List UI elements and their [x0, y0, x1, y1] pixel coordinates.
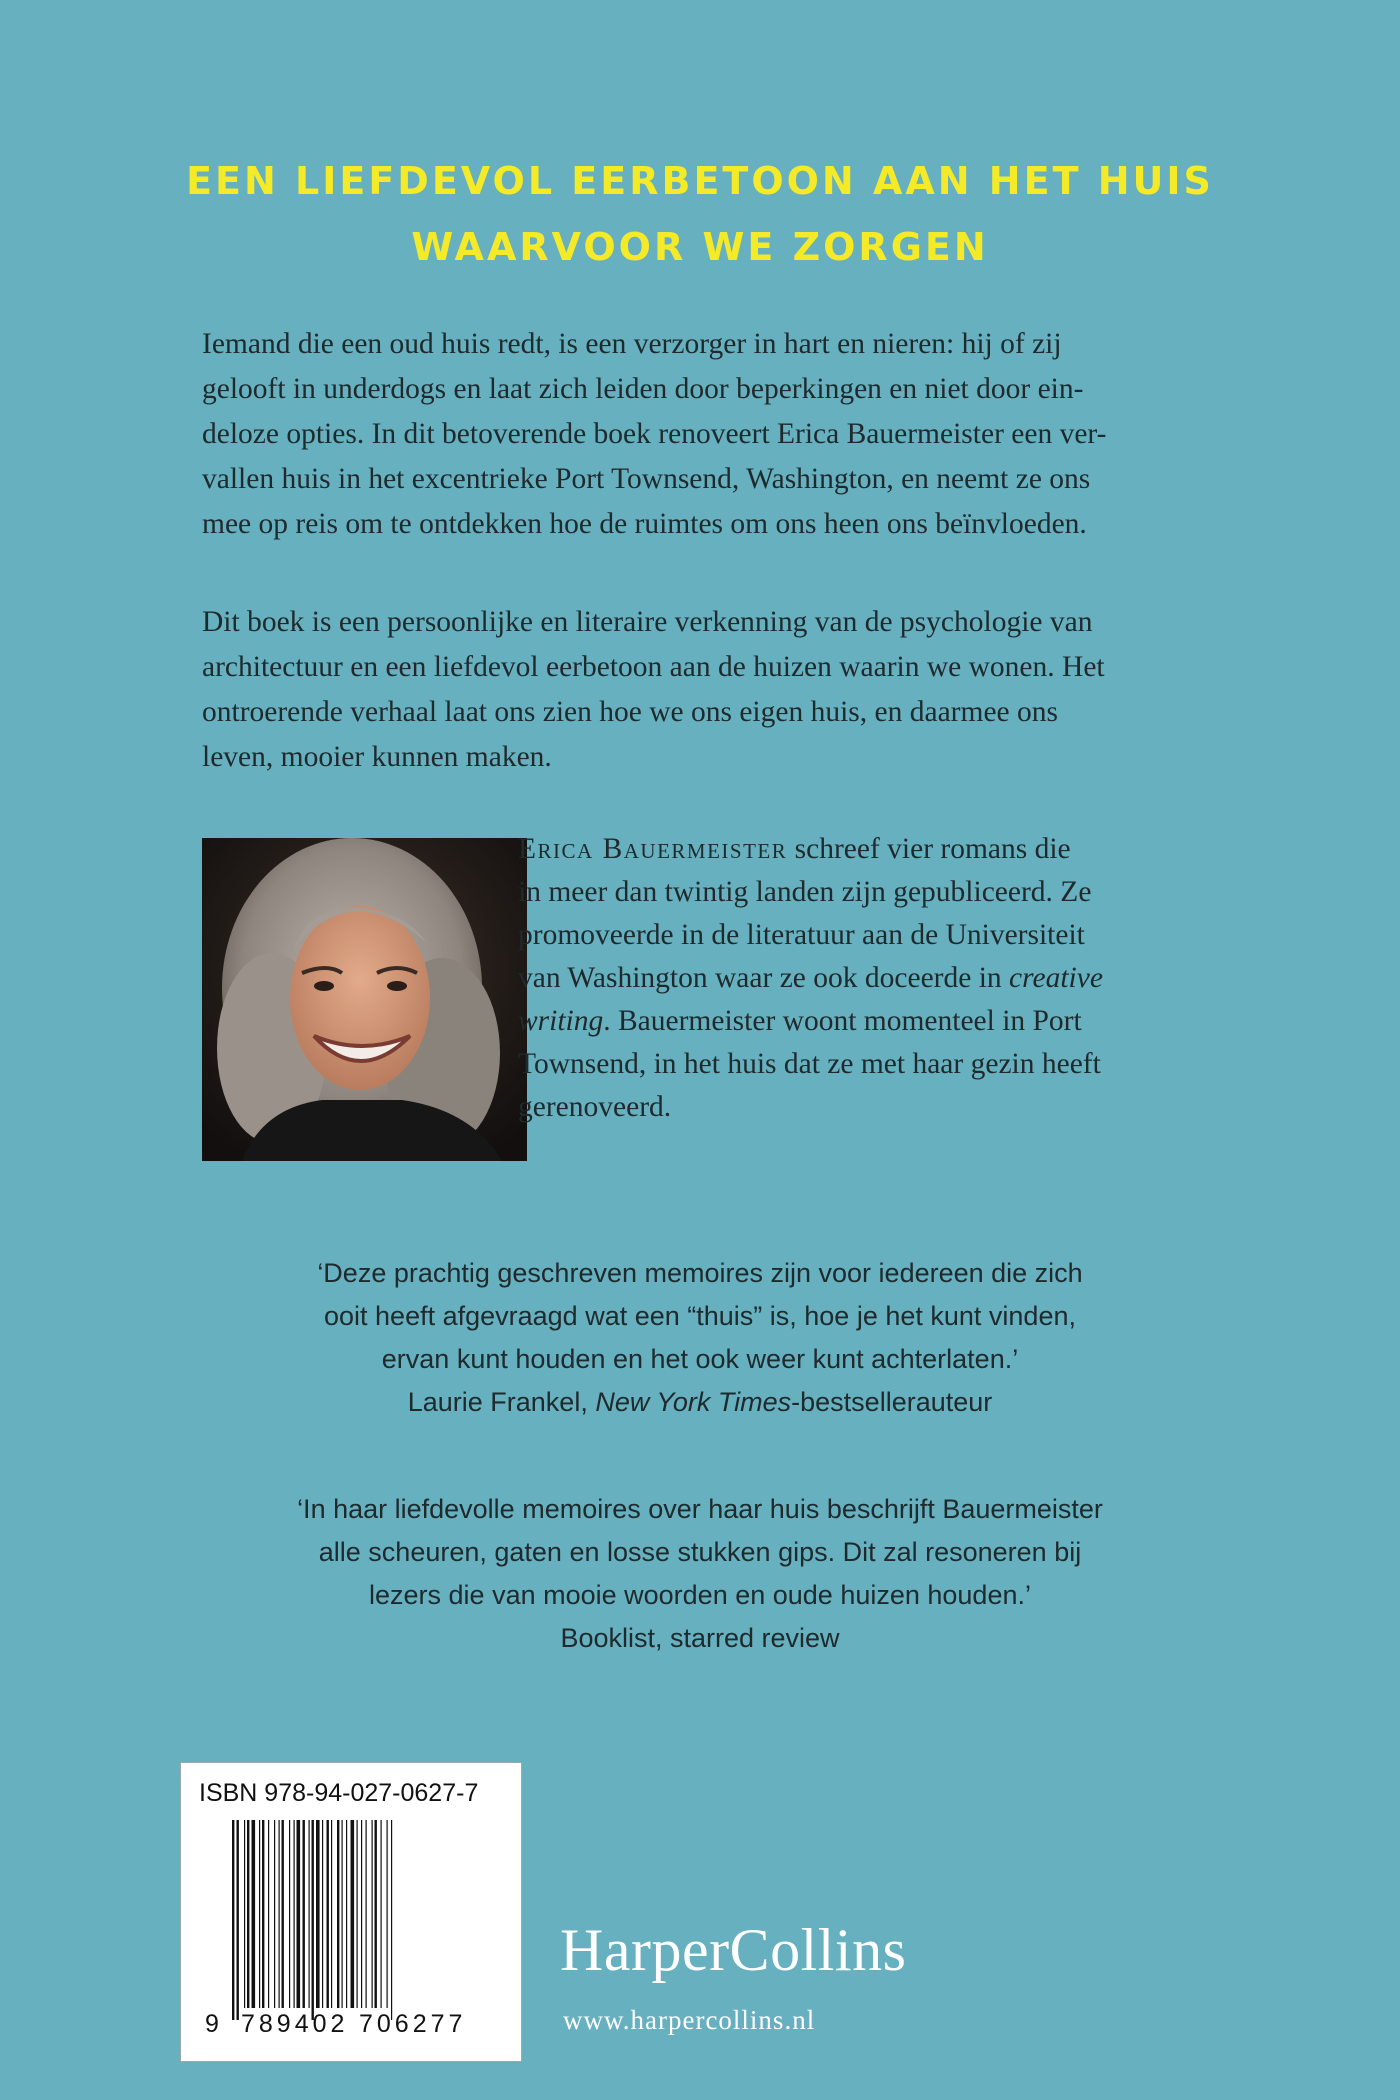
bio-line	[518, 828, 1200, 871]
barcode-bar	[387, 1820, 388, 2008]
barcode-bar	[381, 1820, 382, 2008]
author-photo	[202, 838, 527, 1161]
barcode-bar	[262, 1820, 264, 2008]
description-paragraph-1	[202, 322, 1198, 547]
barcode-digit-first: 9	[205, 2010, 219, 2038]
bio-italic-text: creative	[1009, 962, 1103, 994]
quote-line: ooit heeft afgevraagd wat een “thuis” is, hoe je het kunt vinden,	[324, 1301, 1076, 1331]
back-cover-headline	[0, 148, 1400, 280]
review-quote-1	[0, 1252, 1400, 1424]
barcode-bar	[361, 1820, 362, 2008]
quote-line: lezers die van mooie woorden en oude huizen houden.’	[369, 1580, 1031, 1610]
barcode-bar	[303, 1820, 305, 2008]
barcode-bar	[342, 1820, 343, 2008]
barcode-bar	[372, 1820, 373, 2008]
author-portrait-illustration	[202, 838, 527, 1161]
barcode-bar	[309, 1820, 310, 2008]
barcode-bar	[237, 1820, 239, 2020]
bio-line: gerenoveerd.	[518, 1091, 672, 1123]
author-name: Erica Bauermeister	[518, 833, 788, 865]
isbn-barcode	[180, 1762, 522, 2062]
barcode-bar	[247, 1820, 249, 2008]
headline-line-2: WAARVOOR WE ZORGEN	[411, 225, 989, 269]
text-line: vallen huis in het excentrieke Port Townsend, Washington, en neemt ze ons	[202, 463, 1091, 495]
text-line: gelooft in underdogs en laat zich leiden door beperkingen en niet door ein-	[202, 373, 1084, 405]
barcode-bar	[259, 1820, 260, 2008]
barcode-bar	[322, 1820, 323, 2008]
bio-text: . Bauermeister woont momenteel in Port	[603, 1005, 1082, 1037]
quote-line: ‘In haar liefdevolle memoires over haar huis beschrijft Bauermeister	[297, 1494, 1103, 1524]
barcode-digits-left: 789402	[241, 2010, 349, 2038]
headline-line-1: EEN LIEFDEVOL EERBETOON AAN HET HUIS	[186, 159, 1214, 203]
bio-line: Townsend, in het huis dat ze met haar gezin heeft	[518, 1048, 1101, 1080]
source-rest: -bestsellerauteur	[791, 1387, 993, 1417]
barcode-bar	[312, 1820, 314, 2020]
bio-italic-text: writing	[518, 1005, 604, 1037]
barcode-bar	[244, 1820, 245, 2008]
description-paragraph-2	[202, 600, 1198, 780]
bio-line: in meer dan twintig landen zijn gepubliceerd. Ze	[518, 876, 1092, 908]
quote-source	[0, 1381, 1400, 1424]
text-line: architectuur en een liefdevol eerbetoon aan de huizen waarin we wonen. Het	[202, 651, 1105, 683]
barcode-bar	[289, 1820, 290, 2008]
text-line: deloze opties. In dit betoverende boek renoveert Erica Bauermeister een ver-	[202, 418, 1107, 450]
bio-line	[518, 957, 1200, 1000]
quote-line: ‘Deze prachtig geschreven memoires zijn voor iedereen die zich	[317, 1258, 1083, 1288]
publisher-logo: HarperCollins	[560, 1917, 907, 1983]
barcode-bar	[316, 1820, 320, 2008]
barcode-bar	[297, 1820, 301, 2008]
text-line: mee op reis om te ontdekken hoe de ruimtes om ons heen ons beïnvloeden.	[202, 508, 1087, 540]
barcode-bar	[282, 1820, 284, 2008]
barcode-digits-right: 706277	[359, 2010, 467, 2038]
barcode-bar	[279, 1820, 280, 2008]
barcode-bar	[331, 1820, 332, 2008]
text-line: leven, mooier kunnen maken.	[202, 741, 552, 773]
author-bio	[518, 828, 1200, 1129]
barcode-bar	[232, 1820, 234, 2020]
publisher-website: www.harpercollins.nl	[563, 2005, 816, 2035]
barcode-bar	[294, 1820, 295, 2008]
quote-source: Booklist, starred review	[560, 1623, 840, 1653]
review-quote-2	[0, 1488, 1400, 1660]
barcode-bar	[366, 1820, 367, 2008]
barcode-bars	[232, 1820, 472, 2020]
quote-line: ervan kunt houden en het ook weer kunt achterlaten.’	[381, 1344, 1019, 1374]
quote-line: alle scheuren, gaten en losse stukken gips. Dit zal resoneren bij	[318, 1537, 1082, 1567]
text-line: Dit boek is een persoonlijke en literaire verkenning van de psychologie van	[202, 606, 1093, 638]
barcode-bar	[252, 1820, 256, 2008]
barcode-bar	[346, 1820, 347, 2008]
barcode-bar	[351, 1820, 355, 2008]
bio-line: promoveerde in de literatuur aan de Universiteit	[518, 919, 1085, 951]
source-name: Laurie Frankel,	[407, 1387, 596, 1417]
barcode-bar	[391, 1820, 392, 2020]
bio-text: van Washington waar ze ook doceerde in	[518, 962, 1002, 994]
barcode-bar	[274, 1820, 275, 2008]
isbn-number: ISBN 978-94-027-0627-7	[199, 1779, 479, 1807]
barcode-bar	[327, 1820, 329, 2008]
barcode-bar	[337, 1820, 339, 2008]
barcode-bar	[375, 1820, 377, 2008]
bio-line	[518, 1000, 1200, 1043]
source-italic: New York Times	[595, 1387, 792, 1417]
barcode-bar	[357, 1820, 358, 2008]
text-line: Iemand die een oud huis redt, is een verzorger in hart en nieren: hij of zij	[202, 328, 1062, 360]
barcode-bar	[268, 1820, 269, 2008]
text-line: ontroerende verhaal laat ons zien hoe we ons eigen huis, en daarmee ons	[202, 696, 1058, 728]
bio-text: schreef vier romans die	[787, 833, 1071, 865]
